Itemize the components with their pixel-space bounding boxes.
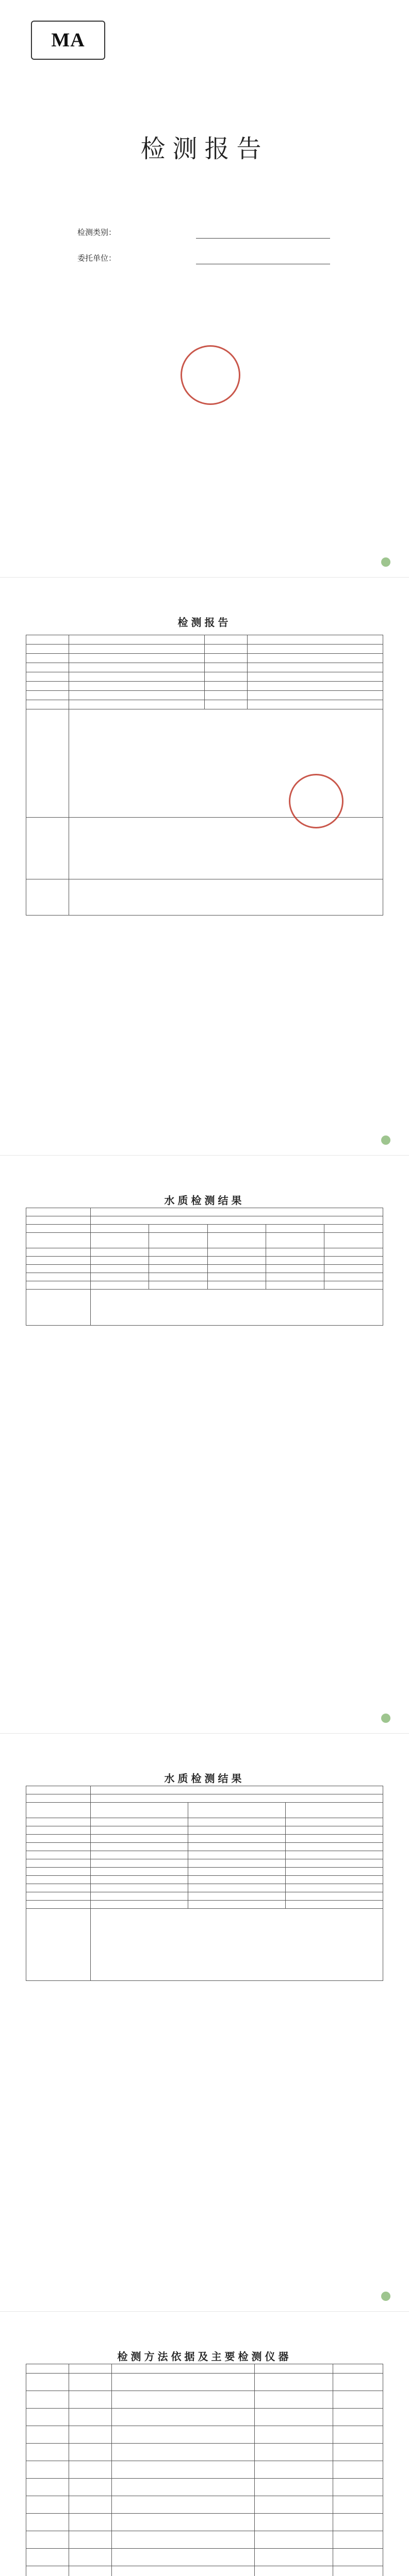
watermark xyxy=(381,1136,394,1145)
table-row xyxy=(26,2444,383,2461)
water-results-page-2 xyxy=(0,1734,409,2312)
table-row xyxy=(26,1909,383,1981)
table-row xyxy=(26,1786,383,1794)
lab-seal-stamp xyxy=(181,345,240,405)
watermark-logo-icon xyxy=(381,1714,390,1723)
results-table xyxy=(26,1786,383,1981)
table-row xyxy=(26,1803,383,1818)
table-row xyxy=(26,1265,383,1273)
table-row xyxy=(26,2531,383,2549)
table-row xyxy=(26,2391,383,2409)
table-row xyxy=(26,635,383,645)
methods-table xyxy=(26,2364,383,2576)
watermark xyxy=(381,1714,394,1723)
table-row xyxy=(26,1290,383,1326)
report-summary-page xyxy=(0,578,409,1156)
section-title: 检测方法依据及主要检测仪器 xyxy=(117,2350,292,2363)
watermark-logo-icon xyxy=(381,1136,390,1145)
table-row xyxy=(26,818,383,879)
table-row xyxy=(26,1901,383,1909)
table-row xyxy=(26,1876,383,1884)
table-row xyxy=(26,663,383,672)
table-row xyxy=(26,1281,383,1290)
watermark-logo-icon xyxy=(381,557,390,567)
inspection-seal-stamp xyxy=(289,774,343,828)
table-row xyxy=(26,645,383,654)
table-row xyxy=(26,672,383,682)
table-row xyxy=(26,1233,383,1248)
table-row xyxy=(26,1257,383,1265)
table-row xyxy=(26,879,383,916)
table-row xyxy=(26,682,383,691)
table-row xyxy=(26,2549,383,2566)
table-row xyxy=(26,1273,383,1281)
table-row xyxy=(26,2409,383,2426)
report-cover-page xyxy=(0,0,409,578)
section-title: 检测报告 xyxy=(177,616,232,629)
table-row xyxy=(26,2479,383,2496)
water-results-page-1 xyxy=(0,1156,409,1734)
table-row xyxy=(26,1225,383,1233)
detection-type-underline xyxy=(196,238,330,239)
watermark xyxy=(381,2292,394,2301)
watermark-logo-icon xyxy=(381,2292,390,2301)
section-title: 水质检测结果 xyxy=(164,1194,245,1207)
table-row xyxy=(26,1208,383,1216)
table-row xyxy=(26,1884,383,1892)
client-unit-label: 委托单位： xyxy=(77,253,117,263)
section-title: 水质检测结果 xyxy=(164,1772,245,1785)
methods-page-1 xyxy=(0,2312,409,2576)
table-row xyxy=(26,654,383,663)
table-row xyxy=(26,1818,383,1826)
detection-type-label: 检测类别： xyxy=(77,228,117,237)
table-row xyxy=(26,2364,383,2374)
table-row xyxy=(26,1892,383,1901)
table-row xyxy=(26,1835,383,1843)
table-row xyxy=(26,2496,383,2514)
table-row xyxy=(26,2374,383,2391)
table-row xyxy=(26,700,383,709)
table-row xyxy=(26,2566,383,2576)
summary-table xyxy=(26,635,383,916)
table-row xyxy=(26,2461,383,2479)
table-row xyxy=(26,1851,383,1859)
table-row xyxy=(26,691,383,700)
table-row xyxy=(26,1843,383,1851)
table-row xyxy=(26,1794,383,1803)
table-row xyxy=(26,1868,383,1876)
watermark xyxy=(381,557,394,567)
table-row xyxy=(26,2514,383,2531)
results-table xyxy=(26,1208,383,1326)
table-row xyxy=(26,2426,383,2444)
table-row xyxy=(26,1826,383,1835)
report-title: 检测报告 xyxy=(140,134,269,163)
cma-mark-text: MA xyxy=(51,29,85,51)
table-row xyxy=(26,1216,383,1225)
table-row xyxy=(26,1859,383,1868)
cma-logo xyxy=(31,21,105,60)
table-row xyxy=(26,1248,383,1257)
